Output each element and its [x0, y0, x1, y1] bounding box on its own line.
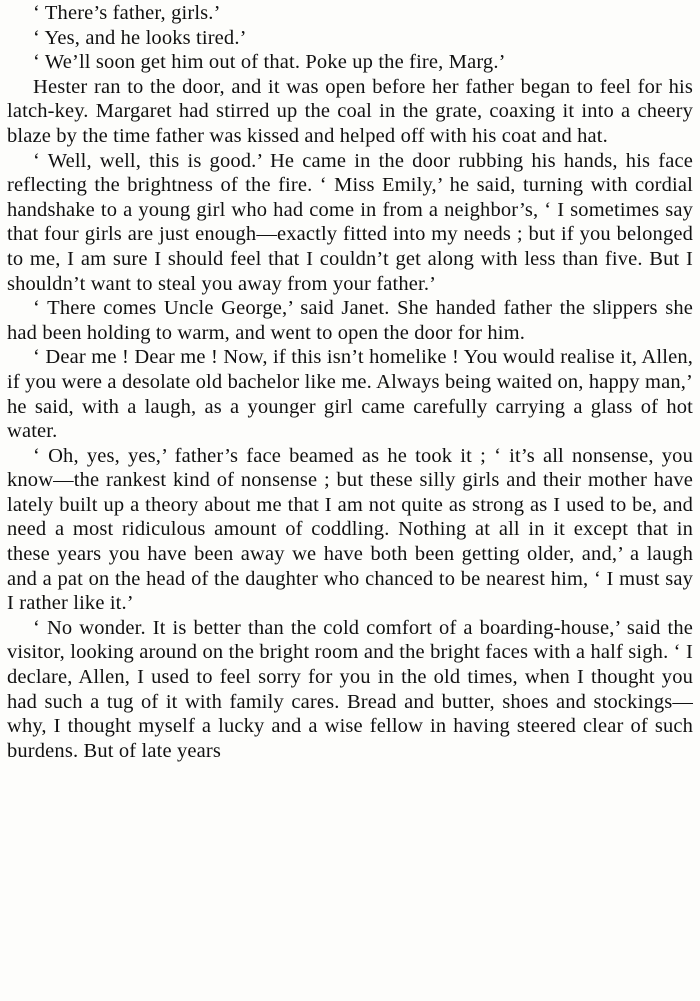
paragraph: Hester ran to the door, and it was open before her father began to feel for his latch-key. Margaret had stirred up the coal in the grate, coaxing it into a cheery blaze by the time father was kissed and helped off with his coat and hat. — [7, 75, 693, 147]
paragraph: ‘ We’ll soon get him out of that. Poke up the fire, Marg.’ — [33, 51, 506, 74]
paragraph: ‘ No wonder. It is better than the cold comfort of a boarding-house,’ said the visitor, looking around on the bright room and the bright faces with a half sigh. ‘ I declare, Allen, I used to feel sorry for you in the old times, when I thought you had such a tug of it with family cares. Bread and butter, shoes and stockings—why, I thought myself a lucky and a wise fellow in having steered clear of such burdens. But of late years — [7, 616, 693, 762]
paragraph: ‘ Yes, and he looks tired.’ — [33, 26, 247, 49]
paragraph: ‘ There comes Uncle George,’ said Janet. She handed father the slippers she had been holding to warm, and went to open the door for him. — [7, 297, 693, 344]
paragraph: ‘ There’s father, girls.’ — [33, 2, 221, 24]
paragraph: ‘ Oh, yes, yes,’ father’s face beamed as he took it ; ‘ it’s all nonsense, you know—the rankest kind of nonsense ; but these silly girls and their mother have lately built up a theory about me that I am not quite as strong as I used to be, and need a most ridiculous amount of coddling. Nothing at all in it except that in these years you have been away we have both been getting older, and,’ a laugh and a pat on the head of the daughter who chanced to be nearest him, ‘ I must say I rather like it.’ — [7, 444, 693, 615]
page-body-text — [7, 1, 693, 763]
paragraph: ‘ Dear me ! Dear me ! Now, if this isn’t homelike ! You would realise it, Allen, if you were a desolate old bachelor like me. Always being waited on, happy man,’ he said, with a laugh, as a younger girl came carefully carrying a glass of hot water. — [7, 346, 693, 443]
paragraph: ‘ Well, well, this is good.’ He came in the door rubbing his hands, his face reflecting the brightness of the fire. ‘ Miss Emily,’ he said, turning with cordial handshake to a young girl who had come in from a neighbor’s, ‘ I sometimes say that four girls are just enough—exactly fitted into my needs ; but if you belonged to me, I am sure I should feel that I couldn’t get along with less than five. But I shouldn’t want to steal you away from your father.’ — [7, 149, 693, 295]
